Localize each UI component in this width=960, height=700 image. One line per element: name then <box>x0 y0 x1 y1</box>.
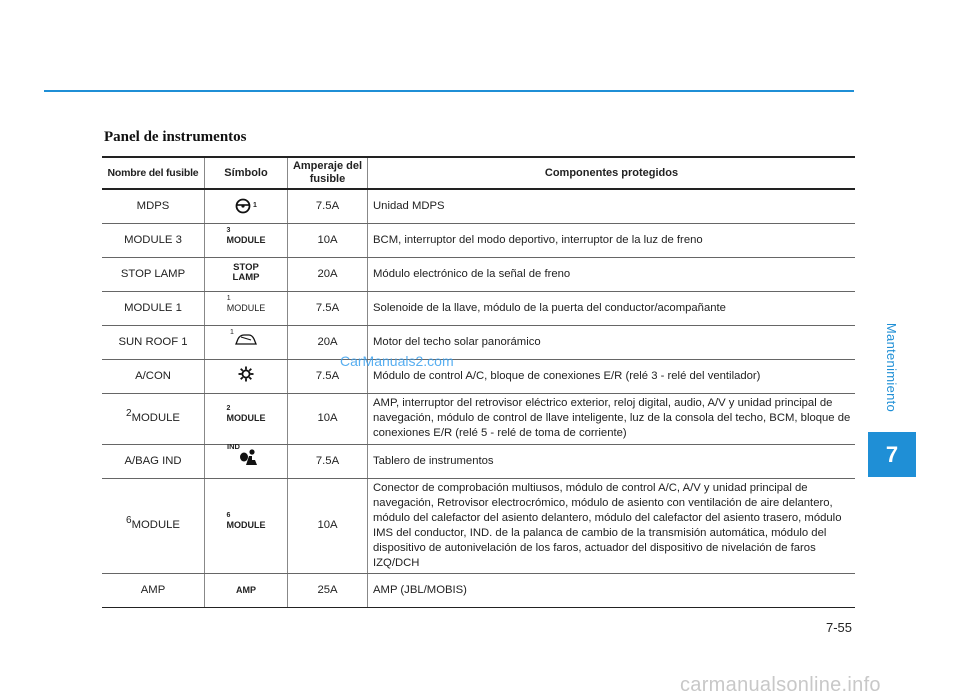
table-row <box>102 325 855 359</box>
module-symbol-index: 3 <box>226 226 231 234</box>
fuse-name-index: 6 <box>126 515 132 526</box>
fuse-amperage: 7.5A <box>288 291 368 325</box>
sunroof-icon <box>230 328 258 349</box>
fuse-name-text: MODULE <box>131 519 180 531</box>
fuse-name: A/CON <box>102 359 205 393</box>
fuse-symbol <box>205 189 288 223</box>
airbag-symbol-label: IND <box>227 441 240 451</box>
fuse-symbol <box>205 393 288 444</box>
fuse-components: Conector de comprobación multiusos, módulo de control A/C, A/V y unidad principal de navegación, Retrovisor electrocrómico, módulo de asiento con ventilación de aire delantero, módulo del calefactor del asiento delantero, módulo del calefactor del asiento trasero, módulo IMS del conductor, IND. de la palanca de cambio de la transmisión automática, módulo del dispositivo de autonivelación de los faros, actuador del dispositivo de nivelación de faros IZQ/DCH <box>368 478 856 573</box>
fuse-symbol <box>205 478 288 573</box>
footer-watermark: carmanualsonline.info <box>680 674 881 696</box>
airbag-icon <box>227 441 263 470</box>
module-symbol-index: 1 <box>226 294 231 302</box>
section-title: Panel de instrumentos <box>104 129 247 145</box>
fuse-components: Módulo electrónico de la señal de freno <box>368 257 856 291</box>
fuse-amperage: 20A <box>288 257 368 291</box>
header-symbol: Símbolo <box>205 157 288 189</box>
fuse-components: Unidad MDPS <box>368 189 856 223</box>
table-row <box>102 573 855 607</box>
module-symbol-text: MODULE <box>226 302 266 313</box>
module-symbol <box>226 405 266 423</box>
fuse-components: Solenoide de la llave, módulo de la puerta del conductor/acompañante <box>368 291 856 325</box>
fuse-name-index: 2 <box>126 408 132 419</box>
fuse-name: SUN ROOF 1 <box>102 325 205 359</box>
fuse-amperage: 10A <box>288 478 368 573</box>
table-row <box>102 393 855 444</box>
fuse-name: MODULE 1 <box>102 291 205 325</box>
fuse-amperage: 25A <box>288 573 368 607</box>
stop-lamp-symbol: STOP LAMP <box>232 262 260 283</box>
table-header-row <box>102 157 855 189</box>
module-symbol <box>226 294 266 313</box>
fuse-amperage: 20A <box>288 325 368 359</box>
fuse-components: BCM, interruptor del modo deportivo, interruptor de la luz de freno <box>368 223 856 257</box>
fuse-symbol <box>205 359 288 393</box>
table-row <box>102 444 855 478</box>
fuse-amperage: 7.5A <box>288 189 368 223</box>
fuse-name: MDPS <box>102 189 205 223</box>
fuse-name <box>102 478 205 573</box>
page-number: 7-55 <box>826 620 853 635</box>
fuse-name <box>102 393 205 444</box>
table-row <box>102 291 855 325</box>
module-symbol-text: MODULE <box>226 520 266 530</box>
module-symbol <box>226 226 266 245</box>
sunroof-symbol-index: 1 <box>230 328 234 336</box>
fuse-symbol <box>205 291 288 325</box>
fuse-name-text: MODULE <box>131 412 180 424</box>
amp-symbol: AMP <box>236 584 256 595</box>
module-symbol-text: MODULE <box>226 413 266 423</box>
fuse-components: Módulo de control A/C, bloque de conexiones E/R (relé 3 - relé del ventilador) <box>368 359 856 393</box>
fuse-symbol <box>205 223 288 257</box>
table-row <box>102 223 855 257</box>
module-symbol-index: 2 <box>226 405 231 412</box>
fuse-name: A/BAG IND <box>102 444 205 478</box>
module-symbol-text: MODULE <box>226 234 266 245</box>
fuse-amperage: 7.5A <box>288 359 368 393</box>
fuse-components: AMP (JBL/MOBIS) <box>368 573 856 607</box>
table-row <box>102 359 855 393</box>
side-tab <box>868 302 916 432</box>
fuse-components: Tablero de instrumentos <box>368 444 856 478</box>
header-components: Componentes protegidos <box>368 157 856 189</box>
module-symbol-index: 6 <box>226 512 231 519</box>
watermark: CarManuals2.com <box>340 353 454 369</box>
fuse-symbol <box>205 325 288 359</box>
fuse-amperage: 10A <box>288 223 368 257</box>
air-conditioner-icon <box>238 366 254 384</box>
table-row <box>102 478 855 573</box>
fuse-symbol-index: 1 <box>253 202 257 210</box>
header-amperage: Amperaje del fusible <box>288 157 368 189</box>
fuse-amperage: 7.5A <box>288 444 368 478</box>
fuse-name: AMP <box>102 573 205 607</box>
fuse-symbol <box>205 257 288 291</box>
fuse-table <box>102 156 855 608</box>
steering-wheel-icon <box>235 198 257 214</box>
fuse-components: AMP, interruptor del retrovisor eléctrico exterior, reloj digital, audio, A/V y unidad principal de navegación, módulo de control de llave inteligente, luz de la consola del techo, BCM, bloque de conexiones E/R (relé 5 - relé de toma de corriente) <box>368 393 856 444</box>
fuse-components: Motor del techo solar panorámico <box>368 325 856 359</box>
module-symbol <box>226 512 266 530</box>
chapter-number: 7 <box>868 432 916 477</box>
fuse-name: STOP LAMP <box>102 257 205 291</box>
top-rule <box>44 90 854 92</box>
table-row <box>102 257 855 291</box>
fuse-symbol <box>205 441 288 478</box>
header-fuse-name: Nombre del fusible <box>102 157 205 189</box>
fuse-amperage: 10A <box>288 393 368 444</box>
fuse-name: MODULE 3 <box>102 223 205 257</box>
table-row <box>102 189 855 223</box>
side-tab-label: Mantenimiento <box>884 322 900 412</box>
fuse-symbol <box>205 573 288 607</box>
